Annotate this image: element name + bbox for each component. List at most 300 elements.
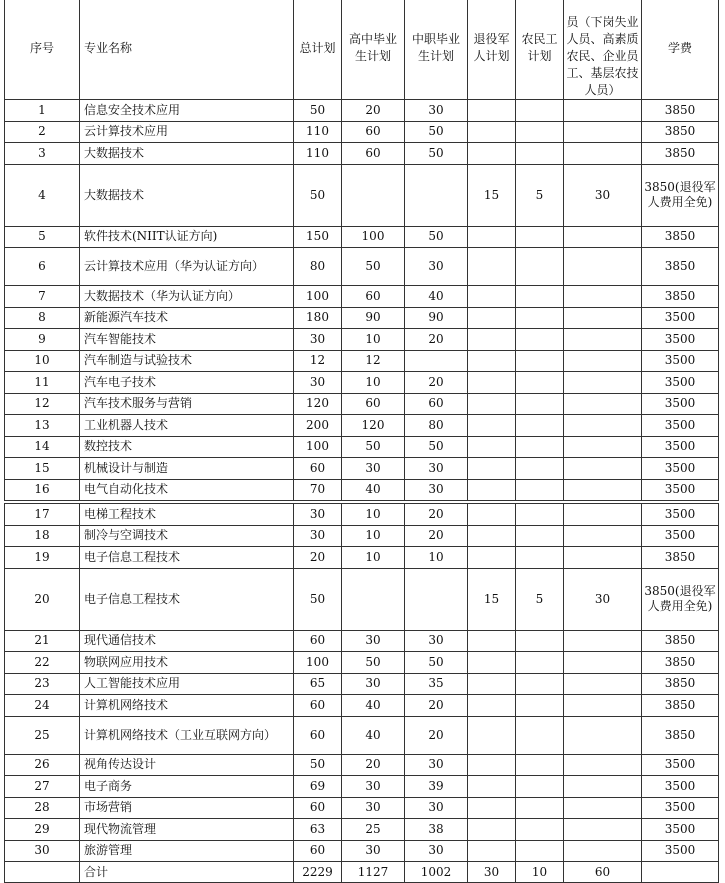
cell-major: 汽车制造与试验技术 bbox=[80, 350, 294, 372]
cell-fee: 3850(退役军人费用全免) bbox=[642, 164, 719, 226]
cell-highschool: 30 bbox=[342, 630, 405, 652]
table-row bbox=[5, 716, 719, 754]
cell-seq: 30 bbox=[5, 840, 80, 862]
cell-other bbox=[564, 695, 642, 717]
cell-migrant bbox=[516, 652, 564, 674]
cell-fee: 3500 bbox=[642, 393, 719, 415]
header-fee: 学费 bbox=[642, 0, 719, 100]
cell-major: 汽车电子技术 bbox=[80, 372, 294, 394]
cell-veteran bbox=[468, 504, 516, 526]
enrollment-table-part-2 bbox=[4, 503, 719, 883]
cell-total: 80 bbox=[294, 248, 342, 286]
cell-vocational: 30 bbox=[405, 248, 468, 286]
cell-major: 数控技术 bbox=[80, 436, 294, 458]
cell-highschool: 30 bbox=[342, 673, 405, 695]
cell-seq: 19 bbox=[5, 547, 80, 569]
cell-major: 云计算技术应用 bbox=[80, 121, 294, 143]
cell-major: 机械设计与制造 bbox=[80, 458, 294, 480]
cell-fee: 3500 bbox=[642, 415, 719, 437]
cell-vocational: 30 bbox=[405, 797, 468, 819]
cell-veteran bbox=[468, 436, 516, 458]
cell-fee: 3500 bbox=[642, 797, 719, 819]
cell-total: 180 bbox=[294, 307, 342, 329]
cell-migrant bbox=[516, 776, 564, 798]
cell-vocational: 20 bbox=[405, 695, 468, 717]
cell-total: 100 bbox=[294, 652, 342, 674]
cell-veteran bbox=[468, 458, 516, 480]
cell-other bbox=[564, 797, 642, 819]
cell-fee: 3500 bbox=[642, 504, 719, 526]
cell-migrant bbox=[516, 458, 564, 480]
cell-fee: 3500 bbox=[642, 479, 719, 501]
header-total: 总计划 bbox=[294, 0, 342, 100]
cell-veteran bbox=[468, 819, 516, 841]
cell-total: 110 bbox=[294, 143, 342, 165]
cell-fee: 3500 bbox=[642, 754, 719, 776]
cell-other bbox=[564, 248, 642, 286]
cell-fee: 3850 bbox=[642, 673, 719, 695]
totals-seq bbox=[5, 862, 80, 883]
cell-other bbox=[564, 479, 642, 501]
cell-major: 电子信息工程技术 bbox=[80, 547, 294, 569]
cell-migrant bbox=[516, 819, 564, 841]
cell-veteran bbox=[468, 372, 516, 394]
table-row bbox=[5, 307, 719, 329]
cell-total: 110 bbox=[294, 121, 342, 143]
cell-seq: 28 bbox=[5, 797, 80, 819]
cell-major: 计算机网络技术（工业互联网方向） bbox=[80, 716, 294, 754]
cell-migrant bbox=[516, 372, 564, 394]
table-row bbox=[5, 776, 719, 798]
cell-total: 70 bbox=[294, 479, 342, 501]
cell-vocational bbox=[405, 568, 468, 630]
cell-veteran bbox=[468, 415, 516, 437]
cell-total: 60 bbox=[294, 840, 342, 862]
table-row bbox=[5, 248, 719, 286]
cell-migrant bbox=[516, 329, 564, 351]
cell-vocational: 20 bbox=[405, 716, 468, 754]
cell-fee: 3850 bbox=[642, 143, 719, 165]
cell-vocational: 39 bbox=[405, 776, 468, 798]
cell-veteran bbox=[468, 286, 516, 308]
cell-total: 60 bbox=[294, 630, 342, 652]
cell-major: 大数据技术（华为认证方向） bbox=[80, 286, 294, 308]
cell-vocational: 90 bbox=[405, 307, 468, 329]
cell-total: 30 bbox=[294, 372, 342, 394]
cell-migrant bbox=[516, 100, 564, 122]
cell-fee: 3500 bbox=[642, 525, 719, 547]
cell-highschool: 10 bbox=[342, 372, 405, 394]
cell-seq: 18 bbox=[5, 525, 80, 547]
cell-other bbox=[564, 819, 642, 841]
cell-other bbox=[564, 100, 642, 122]
cell-seq: 4 bbox=[5, 164, 80, 226]
cell-other bbox=[564, 143, 642, 165]
cell-highschool: 40 bbox=[342, 716, 405, 754]
table-row bbox=[5, 458, 719, 480]
cell-highschool: 10 bbox=[342, 504, 405, 526]
cell-seq: 25 bbox=[5, 716, 80, 754]
cell-other bbox=[564, 840, 642, 862]
cell-vocational: 20 bbox=[405, 525, 468, 547]
cell-seq: 7 bbox=[5, 286, 80, 308]
totals-fee bbox=[642, 862, 719, 883]
cell-highschool: 10 bbox=[342, 547, 405, 569]
cell-seq: 16 bbox=[5, 479, 80, 501]
table-row bbox=[5, 164, 719, 226]
cell-total: 120 bbox=[294, 393, 342, 415]
cell-total: 50 bbox=[294, 100, 342, 122]
cell-veteran: 15 bbox=[468, 568, 516, 630]
cell-veteran bbox=[468, 797, 516, 819]
cell-major: 电气自动化技术 bbox=[80, 479, 294, 501]
cell-total: 65 bbox=[294, 673, 342, 695]
cell-total: 100 bbox=[294, 436, 342, 458]
cell-seq: 14 bbox=[5, 436, 80, 458]
cell-vocational: 30 bbox=[405, 479, 468, 501]
cell-vocational: 20 bbox=[405, 504, 468, 526]
cell-migrant bbox=[516, 143, 564, 165]
cell-seq: 15 bbox=[5, 458, 80, 480]
cell-major: 旅游管理 bbox=[80, 840, 294, 862]
cell-veteran bbox=[468, 630, 516, 652]
cell-major: 视角传达设计 bbox=[80, 754, 294, 776]
cell-seq: 27 bbox=[5, 776, 80, 798]
totals-total: 2229 bbox=[294, 862, 342, 883]
cell-highschool: 120 bbox=[342, 415, 405, 437]
cell-seq: 24 bbox=[5, 695, 80, 717]
cell-highschool bbox=[342, 568, 405, 630]
cell-fee: 3850 bbox=[642, 226, 719, 248]
header-highschool-plan: 高中毕业生计划 bbox=[342, 0, 405, 100]
table-row bbox=[5, 436, 719, 458]
cell-other bbox=[564, 630, 642, 652]
cell-other bbox=[564, 226, 642, 248]
table-row bbox=[5, 525, 719, 547]
cell-highschool: 60 bbox=[342, 393, 405, 415]
cell-vocational: 30 bbox=[405, 754, 468, 776]
cell-other bbox=[564, 372, 642, 394]
cell-seq: 6 bbox=[5, 248, 80, 286]
cell-total: 200 bbox=[294, 415, 342, 437]
table-row bbox=[5, 568, 719, 630]
cell-total: 30 bbox=[294, 329, 342, 351]
table-row bbox=[5, 754, 719, 776]
cell-vocational: 50 bbox=[405, 143, 468, 165]
table-row bbox=[5, 695, 719, 717]
cell-veteran bbox=[468, 840, 516, 862]
cell-migrant bbox=[516, 226, 564, 248]
cell-vocational: 40 bbox=[405, 286, 468, 308]
cell-migrant bbox=[516, 797, 564, 819]
cell-highschool: 60 bbox=[342, 143, 405, 165]
cell-vocational bbox=[405, 350, 468, 372]
cell-veteran bbox=[468, 121, 516, 143]
cell-migrant bbox=[516, 248, 564, 286]
cell-fee: 3500 bbox=[642, 819, 719, 841]
cell-seq: 10 bbox=[5, 350, 80, 372]
cell-other bbox=[564, 436, 642, 458]
header-other-plan: 员（下岗失业人员、高素质农民、企业员工、基层农技人员） bbox=[564, 0, 642, 100]
header-migrant-plan: 农民工计划 bbox=[516, 0, 564, 100]
cell-major: 计算机网络技术 bbox=[80, 695, 294, 717]
cell-other: 30 bbox=[564, 164, 642, 226]
cell-other bbox=[564, 754, 642, 776]
cell-veteran bbox=[468, 525, 516, 547]
cell-vocational: 20 bbox=[405, 372, 468, 394]
cell-veteran bbox=[468, 100, 516, 122]
table-row bbox=[5, 673, 719, 695]
table-row bbox=[5, 479, 719, 501]
table-row bbox=[5, 547, 719, 569]
cell-fee: 3850 bbox=[642, 100, 719, 122]
cell-seq: 26 bbox=[5, 754, 80, 776]
cell-highschool: 40 bbox=[342, 695, 405, 717]
cell-highschool: 30 bbox=[342, 776, 405, 798]
cell-migrant bbox=[516, 695, 564, 717]
cell-migrant bbox=[516, 307, 564, 329]
cell-seq: 22 bbox=[5, 652, 80, 674]
cell-fee: 3500 bbox=[642, 307, 719, 329]
cell-major: 电子商务 bbox=[80, 776, 294, 798]
header-major: 专业名称 bbox=[80, 0, 294, 100]
cell-major: 现代物流管理 bbox=[80, 819, 294, 841]
cell-veteran bbox=[468, 673, 516, 695]
cell-total: 69 bbox=[294, 776, 342, 798]
cell-other bbox=[564, 547, 642, 569]
cell-highschool: 30 bbox=[342, 797, 405, 819]
cell-fee: 3850 bbox=[642, 121, 719, 143]
cell-migrant bbox=[516, 504, 564, 526]
cell-fee: 3500 bbox=[642, 840, 719, 862]
cell-vocational: 30 bbox=[405, 458, 468, 480]
table-row bbox=[5, 652, 719, 674]
table-row bbox=[5, 226, 719, 248]
cell-highschool: 10 bbox=[342, 525, 405, 547]
cell-veteran bbox=[468, 248, 516, 286]
cell-fee: 3850 bbox=[642, 547, 719, 569]
cell-migrant bbox=[516, 525, 564, 547]
cell-other bbox=[564, 504, 642, 526]
cell-migrant bbox=[516, 754, 564, 776]
cell-migrant bbox=[516, 840, 564, 862]
cell-fee: 3850 bbox=[642, 630, 719, 652]
cell-seq: 1 bbox=[5, 100, 80, 122]
cell-major: 汽车智能技术 bbox=[80, 329, 294, 351]
table-row bbox=[5, 121, 719, 143]
cell-other bbox=[564, 776, 642, 798]
cell-major: 电梯工程技术 bbox=[80, 504, 294, 526]
table-body-part-2 bbox=[5, 504, 719, 862]
cell-veteran: 15 bbox=[468, 164, 516, 226]
cell-highschool: 60 bbox=[342, 286, 405, 308]
cell-fee: 3500 bbox=[642, 350, 719, 372]
cell-migrant: 5 bbox=[516, 568, 564, 630]
cell-highschool: 50 bbox=[342, 436, 405, 458]
cell-veteran bbox=[468, 329, 516, 351]
cell-total: 60 bbox=[294, 695, 342, 717]
table-row bbox=[5, 350, 719, 372]
cell-seq: 11 bbox=[5, 372, 80, 394]
cell-highschool: 25 bbox=[342, 819, 405, 841]
cell-major: 市场营销 bbox=[80, 797, 294, 819]
cell-vocational: 35 bbox=[405, 673, 468, 695]
cell-migrant bbox=[516, 436, 564, 458]
cell-highschool: 20 bbox=[342, 100, 405, 122]
cell-fee: 3500 bbox=[642, 458, 719, 480]
cell-fee: 3850(退役军人费用全免) bbox=[642, 568, 719, 630]
cell-seq: 17 bbox=[5, 504, 80, 526]
table-row bbox=[5, 630, 719, 652]
cell-seq: 5 bbox=[5, 226, 80, 248]
cell-highschool: 100 bbox=[342, 226, 405, 248]
cell-vocational: 50 bbox=[405, 436, 468, 458]
cell-migrant bbox=[516, 479, 564, 501]
cell-vocational: 10 bbox=[405, 547, 468, 569]
cell-fee: 3500 bbox=[642, 372, 719, 394]
cell-major: 制冷与空调技术 bbox=[80, 525, 294, 547]
cell-vocational: 50 bbox=[405, 121, 468, 143]
header-seq: 序号 bbox=[5, 0, 80, 100]
totals-other: 60 bbox=[564, 862, 642, 883]
cell-major: 大数据技术 bbox=[80, 143, 294, 165]
cell-other bbox=[564, 652, 642, 674]
cell-migrant bbox=[516, 630, 564, 652]
cell-vocational: 30 bbox=[405, 840, 468, 862]
header-row bbox=[5, 0, 719, 100]
cell-highschool: 20 bbox=[342, 754, 405, 776]
table-row bbox=[5, 797, 719, 819]
cell-other bbox=[564, 307, 642, 329]
header-veteran-plan: 退役军人计划 bbox=[468, 0, 516, 100]
cell-other bbox=[564, 525, 642, 547]
cell-other bbox=[564, 415, 642, 437]
cell-vocational: 30 bbox=[405, 100, 468, 122]
cell-fee: 3850 bbox=[642, 695, 719, 717]
cell-vocational: 20 bbox=[405, 329, 468, 351]
cell-fee: 3850 bbox=[642, 716, 719, 754]
cell-veteran bbox=[468, 754, 516, 776]
table-body-part-1 bbox=[5, 100, 719, 501]
cell-major: 人工智能技术应用 bbox=[80, 673, 294, 695]
cell-highschool bbox=[342, 164, 405, 226]
cell-migrant bbox=[516, 121, 564, 143]
totals-highschool: 1127 bbox=[342, 862, 405, 883]
cell-total: 50 bbox=[294, 754, 342, 776]
cell-other bbox=[564, 458, 642, 480]
table-row bbox=[5, 840, 719, 862]
cell-fee: 3850 bbox=[642, 652, 719, 674]
cell-seq: 23 bbox=[5, 673, 80, 695]
cell-other bbox=[564, 286, 642, 308]
cell-major: 电子信息工程技术 bbox=[80, 568, 294, 630]
cell-major: 信息安全技术应用 bbox=[80, 100, 294, 122]
cell-total: 50 bbox=[294, 164, 342, 226]
cell-fee: 3500 bbox=[642, 776, 719, 798]
cell-highschool: 40 bbox=[342, 479, 405, 501]
cell-total: 50 bbox=[294, 568, 342, 630]
cell-total: 60 bbox=[294, 716, 342, 754]
table-row bbox=[5, 100, 719, 122]
cell-major: 汽车技术服务与营销 bbox=[80, 393, 294, 415]
cell-other: 30 bbox=[564, 568, 642, 630]
cell-major: 工业机器人技术 bbox=[80, 415, 294, 437]
cell-veteran bbox=[468, 350, 516, 372]
cell-other bbox=[564, 716, 642, 754]
cell-major: 云计算技术应用（华为认证方向） bbox=[80, 248, 294, 286]
cell-highschool: 50 bbox=[342, 652, 405, 674]
cell-fee: 3500 bbox=[642, 329, 719, 351]
cell-seq: 12 bbox=[5, 393, 80, 415]
table-row bbox=[5, 504, 719, 526]
cell-migrant bbox=[516, 547, 564, 569]
cell-seq: 2 bbox=[5, 121, 80, 143]
cell-migrant bbox=[516, 673, 564, 695]
header-vocational-plan: 中职毕业生计划 bbox=[405, 0, 468, 100]
cell-other bbox=[564, 121, 642, 143]
cell-highschool: 50 bbox=[342, 248, 405, 286]
cell-veteran bbox=[468, 695, 516, 717]
cell-highschool: 60 bbox=[342, 121, 405, 143]
cell-seq: 21 bbox=[5, 630, 80, 652]
cell-migrant bbox=[516, 393, 564, 415]
cell-total: 30 bbox=[294, 504, 342, 526]
cell-total: 20 bbox=[294, 547, 342, 569]
table-row bbox=[5, 143, 719, 165]
cell-seq: 20 bbox=[5, 568, 80, 630]
cell-other bbox=[564, 350, 642, 372]
cell-migrant: 5 bbox=[516, 164, 564, 226]
cell-veteran bbox=[468, 226, 516, 248]
cell-other bbox=[564, 329, 642, 351]
totals-vocational: 1002 bbox=[405, 862, 468, 883]
cell-seq: 29 bbox=[5, 819, 80, 841]
cell-seq: 13 bbox=[5, 415, 80, 437]
cell-vocational bbox=[405, 164, 468, 226]
cell-veteran bbox=[468, 307, 516, 329]
cell-vocational: 60 bbox=[405, 393, 468, 415]
cell-migrant bbox=[516, 350, 564, 372]
cell-fee: 3850 bbox=[642, 248, 719, 286]
totals-row bbox=[5, 862, 719, 883]
cell-seq: 9 bbox=[5, 329, 80, 351]
cell-total: 12 bbox=[294, 350, 342, 372]
cell-veteran bbox=[468, 547, 516, 569]
cell-vocational: 30 bbox=[405, 630, 468, 652]
table-row bbox=[5, 329, 719, 351]
cell-vocational: 38 bbox=[405, 819, 468, 841]
cell-major: 现代通信技术 bbox=[80, 630, 294, 652]
cell-total: 100 bbox=[294, 286, 342, 308]
cell-total: 60 bbox=[294, 797, 342, 819]
cell-veteran bbox=[468, 479, 516, 501]
cell-seq: 8 bbox=[5, 307, 80, 329]
cell-other bbox=[564, 393, 642, 415]
cell-total: 30 bbox=[294, 525, 342, 547]
cell-vocational: 80 bbox=[405, 415, 468, 437]
cell-migrant bbox=[516, 415, 564, 437]
cell-highschool: 12 bbox=[342, 350, 405, 372]
cell-total: 63 bbox=[294, 819, 342, 841]
table-row bbox=[5, 393, 719, 415]
cell-vocational: 50 bbox=[405, 226, 468, 248]
table-row bbox=[5, 819, 719, 841]
totals-migrant: 10 bbox=[516, 862, 564, 883]
cell-veteran bbox=[468, 143, 516, 165]
cell-veteran bbox=[468, 652, 516, 674]
totals-label: 合计 bbox=[80, 862, 294, 883]
cell-highschool: 90 bbox=[342, 307, 405, 329]
